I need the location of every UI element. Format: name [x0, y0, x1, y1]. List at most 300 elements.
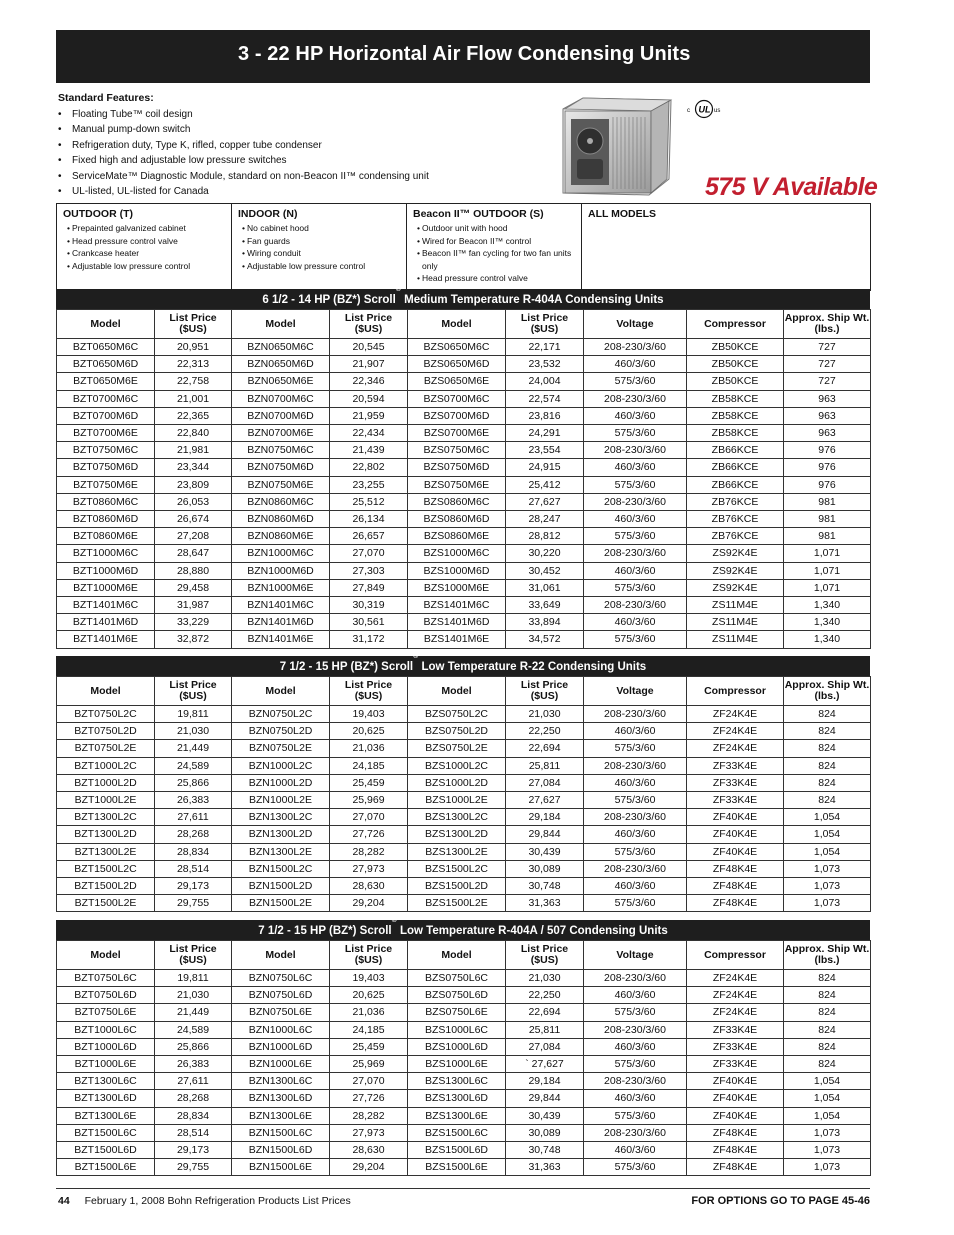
suffix-heading: ALL MODELS [588, 208, 657, 220]
section-title-text: Medium Temperature R-404A Condensing Units [400, 294, 664, 306]
features-heading: Standard Features: [58, 92, 154, 104]
table-cell: BZS1401M6E [408, 631, 506, 648]
table-cell: BZT1000M6E [57, 579, 155, 596]
table-row [57, 1056, 871, 1073]
table-cell: 28,630 [330, 878, 408, 895]
table-cell: 33,229 [155, 614, 232, 631]
table-cell: ZB76KCE [687, 511, 784, 528]
table-cell: BZN1000L6D [232, 1038, 330, 1055]
table-cell: ZB66KCE [687, 442, 784, 459]
table-cell: 963 [784, 390, 871, 407]
table-cell: 1,071 [784, 579, 871, 596]
page-title-bar [56, 30, 870, 83]
table-cell: 460/3/60 [584, 356, 687, 373]
section-title [56, 917, 870, 940]
table-cell: 1,054 [784, 843, 871, 860]
footer-source [58, 1195, 351, 1207]
section-title [56, 653, 870, 676]
table-cell: BZT1500L2C [57, 860, 155, 877]
table-cell: BZN0650M6C [232, 339, 330, 356]
table-cell: ZB50KCE [687, 356, 784, 373]
table-cell: BZT1401M6E [57, 631, 155, 648]
table-cell: BZS1000L6E [408, 1056, 506, 1073]
table-cell: 28,282 [330, 843, 408, 860]
table-cell: 27,726 [330, 1090, 408, 1107]
registered-mark: ® [391, 917, 397, 924]
table-cell: 27,627 [506, 792, 584, 809]
table-row [57, 987, 871, 1004]
column-header: List Price ($US) [330, 941, 408, 970]
table-cell: 28,880 [155, 562, 232, 579]
table-cell: 19,811 [155, 970, 232, 987]
table-cell: 25,969 [330, 792, 408, 809]
table-cell: 824 [784, 774, 871, 791]
table-cell: 29,204 [330, 1159, 408, 1176]
price-table [56, 309, 871, 649]
table-cell: 460/3/60 [584, 1142, 687, 1159]
table-cell: 28,282 [330, 1107, 408, 1124]
table-header-row [57, 941, 871, 970]
table-cell: BZS1300L6C [408, 1073, 506, 1090]
table-cell: BZN0750L6E [232, 1004, 330, 1021]
table-cell: 23,255 [330, 476, 408, 493]
table-cell: BZT0650M6C [57, 339, 155, 356]
feature-item: • Floating Tube™ coil design [58, 107, 528, 122]
table-cell: BZN1300L2E [232, 843, 330, 860]
column-header: Approx. Ship Wt. (lbs.) [784, 941, 871, 970]
table-cell: 208-230/3/60 [584, 493, 687, 510]
table-cell: BZS0750L2E [408, 740, 506, 757]
section-title-text: 7 1/2 - 15 HP (BZ*) Scroll [258, 925, 392, 937]
table-cell: 27,627 [506, 493, 584, 510]
table-cell: BZS0750L2C [408, 706, 506, 723]
table-cell: 460/3/60 [584, 987, 687, 1004]
table-cell: BZT1500L6E [57, 1159, 155, 1176]
table-row [57, 476, 871, 493]
table-cell: BZS0700M6C [408, 390, 506, 407]
table-cell: BZT0650M6E [57, 373, 155, 390]
table-cell: 22,365 [155, 407, 232, 424]
table-cell: 575/3/60 [584, 843, 687, 860]
table-cell: 21,981 [155, 442, 232, 459]
table-cell: ` 27,627 [506, 1056, 584, 1073]
table-cell: ZS92K4E [687, 545, 784, 562]
table-row [57, 356, 871, 373]
table-cell: 30,439 [506, 843, 584, 860]
table-cell: 963 [784, 425, 871, 442]
table-cell: 25,459 [330, 1038, 408, 1055]
table-cell: BZS1000L6D [408, 1038, 506, 1055]
table-cell: 824 [784, 723, 871, 740]
table-cell: 21,036 [330, 1004, 408, 1021]
table-cell: 27,973 [330, 860, 408, 877]
ul-c-mark: c [687, 108, 690, 114]
table-cell: 26,383 [155, 792, 232, 809]
table-cell: 1,054 [784, 809, 871, 826]
table-cell: BZS1000M6D [408, 562, 506, 579]
table-row [57, 373, 871, 390]
table-cell: 27,303 [330, 562, 408, 579]
table-cell: 824 [784, 1038, 871, 1055]
table-cell: 1,054 [784, 1090, 871, 1107]
table-cell: 976 [784, 459, 871, 476]
table-cell: BZS0860M6C [408, 493, 506, 510]
table-cell: 29,458 [155, 579, 232, 596]
table-cell: BZS0700M6E [408, 425, 506, 442]
table-cell: ZB66KCE [687, 476, 784, 493]
page-number: 44 [58, 1195, 70, 1207]
table-cell: 1,071 [784, 562, 871, 579]
table-cell: BZN1000M6E [232, 579, 330, 596]
table-cell: 30,089 [506, 860, 584, 877]
table-cell: 31,172 [330, 631, 408, 648]
table-cell: 460/3/60 [584, 774, 687, 791]
table-cell: BZN1500L6E [232, 1159, 330, 1176]
table-cell: 29,173 [155, 1142, 232, 1159]
table-cell: BZT0860M6D [57, 511, 155, 528]
table-cell: BZN0750L2D [232, 723, 330, 740]
column-header: List Price ($US) [330, 310, 408, 339]
table-cell: ZS92K4E [687, 562, 784, 579]
table-cell: BZN0860M6E [232, 528, 330, 545]
table-cell: BZT0700M6C [57, 390, 155, 407]
table-cell: 27,084 [506, 774, 584, 791]
suffix-item: • Adjustable low pressure control [63, 260, 225, 273]
table-cell: BZS0750L6E [408, 1004, 506, 1021]
table-row [57, 425, 871, 442]
table-cell: BZS0750L6D [408, 987, 506, 1004]
table-cell: 29,184 [506, 809, 584, 826]
section-medium-temp-r404a [56, 286, 870, 649]
table-row [57, 459, 871, 476]
table-cell: BZN1401M6D [232, 614, 330, 631]
table-cell: BZT1300L2C [57, 809, 155, 826]
column-header: Approx. Ship Wt. (lbs.) [784, 677, 871, 706]
table-cell: 20,625 [330, 723, 408, 740]
table-cell: ZF40K4E [687, 1107, 784, 1124]
table-cell: 21,030 [155, 723, 232, 740]
table-cell: BZS1300L2E [408, 843, 506, 860]
table-row [57, 740, 871, 757]
table-cell: BZS1000L2E [408, 792, 506, 809]
table-cell: BZN1000L2E [232, 792, 330, 809]
table-cell: 24,004 [506, 373, 584, 390]
table-cell: 27,973 [330, 1124, 408, 1141]
table-cell: 727 [784, 373, 871, 390]
suffix-item: • Fan guards [238, 235, 400, 248]
table-row [57, 1159, 871, 1176]
suffix-item: • Prepainted galvanized cabinet [63, 222, 225, 235]
table-row [57, 774, 871, 791]
table-cell: 25,811 [506, 757, 584, 774]
table-cell: BZN1300L6C [232, 1073, 330, 1090]
table-cell: 25,412 [506, 476, 584, 493]
table-cell: BZT1300L6E [57, 1107, 155, 1124]
table-cell: BZS1000M6E [408, 579, 506, 596]
table-cell: 31,363 [506, 895, 584, 912]
table-cell: BZN0750L6D [232, 987, 330, 1004]
features-list [58, 107, 528, 199]
table-row [57, 1124, 871, 1141]
column-header: List Price ($US) [506, 310, 584, 339]
table-cell: 824 [784, 970, 871, 987]
table-cell: BZS0750M6C [408, 442, 506, 459]
table-cell: BZN0700M6E [232, 425, 330, 442]
table-cell: ZF48K4E [687, 878, 784, 895]
table-cell: 460/3/60 [584, 826, 687, 843]
table-cell: 28,812 [506, 528, 584, 545]
table-cell: 22,840 [155, 425, 232, 442]
suffix-item: • Beacon II™ fan cycling for two fan units only [413, 247, 575, 272]
ul-mark-text: UL [698, 104, 711, 115]
voltage-banner: 575 V Available [705, 173, 878, 201]
table-cell: ZF48K4E [687, 1142, 784, 1159]
table-cell: BZT1500L6D [57, 1142, 155, 1159]
table-cell: 31,987 [155, 597, 232, 614]
table-cell: 29,204 [330, 895, 408, 912]
suffix-heading: OUTDOOR (T) [63, 208, 133, 220]
column-header: Voltage [584, 941, 687, 970]
table-cell: 208-230/3/60 [584, 1073, 687, 1090]
table-cell: 25,866 [155, 774, 232, 791]
table-cell: 824 [784, 740, 871, 757]
table-cell: 460/3/60 [584, 614, 687, 631]
table-cell: 30,439 [506, 1107, 584, 1124]
table-cell: 27,611 [155, 809, 232, 826]
section-low-temp-r404a-507 [56, 917, 870, 1176]
table-cell: BZT1000L6D [57, 1038, 155, 1055]
table-cell: BZS1500L2E [408, 895, 506, 912]
table-cell: 1,073 [784, 1142, 871, 1159]
table-cell: 21,030 [155, 987, 232, 1004]
section-title-text: Low Temperature R-22 Condensing Units [418, 661, 647, 673]
table-cell: BZT0700M6E [57, 425, 155, 442]
table-cell: 28,834 [155, 1107, 232, 1124]
registered-mark: ® [413, 653, 419, 660]
table-cell: 28,247 [506, 511, 584, 528]
table-cell: 28,514 [155, 1124, 232, 1141]
table-cell: 208-230/3/60 [584, 1124, 687, 1141]
table-cell: 29,173 [155, 878, 232, 895]
table-cell: 22,574 [506, 390, 584, 407]
table-cell: BZT1300L2E [57, 843, 155, 860]
table-cell: ZF40K4E [687, 843, 784, 860]
suffix-item: • Head pressure control valve [63, 235, 225, 248]
table-cell: 24,915 [506, 459, 584, 476]
table-cell: 23,554 [506, 442, 584, 459]
table-cell: 1,340 [784, 614, 871, 631]
table-cell: 22,758 [155, 373, 232, 390]
table-cell: BZS0650M6E [408, 373, 506, 390]
table-cell: 29,844 [506, 1090, 584, 1107]
table-cell: 22,313 [155, 356, 232, 373]
section-title-text: Low Temperature R-404A / 507 Condensing Units [396, 925, 668, 937]
section-low-temp-r22 [56, 653, 870, 912]
table-cell: BZN1500L6D [232, 1142, 330, 1159]
feature-item: • Fixed high and adjustable low pressure switches [58, 153, 528, 168]
column-header: List Price ($US) [506, 677, 584, 706]
table-cell: BZN0750L2C [232, 706, 330, 723]
table-cell: 460/3/60 [584, 562, 687, 579]
table-cell: 575/3/60 [584, 1159, 687, 1176]
table-cell: BZT1500L2E [57, 895, 155, 912]
table-header-row [57, 677, 871, 706]
table-cell: 27,726 [330, 826, 408, 843]
table-cell: 20,545 [330, 339, 408, 356]
feature-item: • UL-listed, UL-listed for Canada [58, 184, 528, 199]
section-title [56, 286, 870, 309]
suffix-column [407, 204, 582, 290]
table-cell: BZN0860M6C [232, 493, 330, 510]
table-cell: 460/3/60 [584, 878, 687, 895]
table-cell: BZT1401M6D [57, 614, 155, 631]
table-cell: BZN0750M6D [232, 459, 330, 476]
column-header: Voltage [584, 310, 687, 339]
table-row [57, 860, 871, 877]
table-cell: 33,649 [506, 597, 584, 614]
table-cell: 981 [784, 528, 871, 545]
table-cell: 24,291 [506, 425, 584, 442]
table-cell: 31,061 [506, 579, 584, 596]
table-cell: BZS1000M6C [408, 545, 506, 562]
table-cell: 27,070 [330, 545, 408, 562]
suffix-column [232, 204, 407, 290]
column-header: Model [232, 310, 330, 339]
table-cell: 981 [784, 493, 871, 510]
table-cell: 727 [784, 356, 871, 373]
table-cell: BZT1000M6C [57, 545, 155, 562]
table-header-row [57, 310, 871, 339]
table-cell: 1,071 [784, 545, 871, 562]
table-cell: BZT1300L6D [57, 1090, 155, 1107]
footer-divider [56, 1188, 870, 1189]
table-cell: 1,340 [784, 597, 871, 614]
table-cell: ZB50KCE [687, 339, 784, 356]
table-cell: 575/3/60 [584, 792, 687, 809]
table-cell: ZF33K4E [687, 1038, 784, 1055]
table-cell: ZB58KCE [687, 390, 784, 407]
table-cell: 575/3/60 [584, 425, 687, 442]
table-row [57, 1142, 871, 1159]
table-cell: 208-230/3/60 [584, 597, 687, 614]
table-cell: 26,134 [330, 511, 408, 528]
column-header: Model [57, 310, 155, 339]
table-cell: 30,748 [506, 1142, 584, 1159]
table-row [57, 1073, 871, 1090]
table-cell: ZF48K4E [687, 895, 784, 912]
suffix-item: • Wiring conduit [238, 247, 400, 260]
table-cell: BZT1000L6E [57, 1056, 155, 1073]
table-cell: BZT0750L6E [57, 1004, 155, 1021]
table-cell: 208-230/3/60 [584, 339, 687, 356]
table-cell: BZN1401M6C [232, 597, 330, 614]
table-cell: 1,073 [784, 895, 871, 912]
price-table [56, 940, 871, 1176]
table-cell: ZF40K4E [687, 1073, 784, 1090]
table-cell: BZT0700M6D [57, 407, 155, 424]
table-cell: 21,449 [155, 1004, 232, 1021]
table-cell: ZS11M4E [687, 614, 784, 631]
table-cell: BZT1300L2D [57, 826, 155, 843]
table-cell: 21,036 [330, 740, 408, 757]
table-cell: 575/3/60 [584, 579, 687, 596]
table-cell: 24,589 [155, 757, 232, 774]
table-cell: BZN0750L6C [232, 970, 330, 987]
table-cell: BZS0750M6D [408, 459, 506, 476]
registered-mark: ® [395, 286, 401, 293]
table-cell: 23,816 [506, 407, 584, 424]
table-row [57, 1038, 871, 1055]
suffix-item: • Outdoor unit with hood [413, 222, 575, 235]
table-row [57, 339, 871, 356]
column-header: Model [408, 677, 506, 706]
table-cell: 21,907 [330, 356, 408, 373]
suffix-item: • Crankcase heater [63, 247, 225, 260]
table-cell: 208-230/3/60 [584, 757, 687, 774]
column-header: List Price ($US) [155, 941, 232, 970]
column-header: Compressor [687, 941, 784, 970]
table-cell: 29,755 [155, 895, 232, 912]
table-cell: 22,802 [330, 459, 408, 476]
table-row [57, 597, 871, 614]
table-cell: BZT0750L6D [57, 987, 155, 1004]
table-cell: ZB58KCE [687, 407, 784, 424]
table-cell: ZS92K4E [687, 579, 784, 596]
table-cell: 27,070 [330, 1073, 408, 1090]
table-cell: 22,694 [506, 740, 584, 757]
table-cell: 1,054 [784, 826, 871, 843]
table-cell: ZF33K4E [687, 1021, 784, 1038]
table-row [57, 390, 871, 407]
column-header: Model [232, 677, 330, 706]
table-cell: 26,657 [330, 528, 408, 545]
table-cell: BZS1300L6E [408, 1107, 506, 1124]
table-row [57, 614, 871, 631]
table-cell: 28,268 [155, 1090, 232, 1107]
table-cell: 824 [784, 1004, 871, 1021]
table-cell: 27,611 [155, 1073, 232, 1090]
table-cell: 25,811 [506, 1021, 584, 1038]
table-cell: 21,001 [155, 390, 232, 407]
table-cell: 208-230/3/60 [584, 545, 687, 562]
table-cell: 575/3/60 [584, 1107, 687, 1124]
table-cell: BZT1000L2C [57, 757, 155, 774]
suffix-column [57, 204, 232, 290]
table-row [57, 706, 871, 723]
page-title: 3 - 22 HP Horizontal Air Flow Condensing Units [238, 43, 691, 65]
table-cell: ZB58KCE [687, 425, 784, 442]
table-cell: 20,625 [330, 987, 408, 1004]
table-cell: ZB66KCE [687, 459, 784, 476]
column-header: Approx. Ship Wt. (lbs.) [784, 310, 871, 339]
table-cell: BZS0750L2D [408, 723, 506, 740]
table-cell: 1,054 [784, 1107, 871, 1124]
table-row [57, 843, 871, 860]
column-header: Model [57, 677, 155, 706]
footer-options-link[interactable]: FOR OPTIONS GO TO PAGE 45-46 [691, 1195, 870, 1207]
table-cell: ZF40K4E [687, 809, 784, 826]
table-cell: 29,844 [506, 826, 584, 843]
table-cell: 22,250 [506, 987, 584, 1004]
table-cell: BZS0700M6D [408, 407, 506, 424]
footer-source-text: February 1, 2008 Bohn Refrigeration Products List Prices [84, 1195, 351, 1207]
price-table [56, 676, 871, 912]
table-cell: BZT0750L2E [57, 740, 155, 757]
table-cell: 824 [784, 1056, 871, 1073]
table-cell: BZT0750M6D [57, 459, 155, 476]
table-cell: 24,185 [330, 1021, 408, 1038]
table-cell: 19,403 [330, 970, 408, 987]
